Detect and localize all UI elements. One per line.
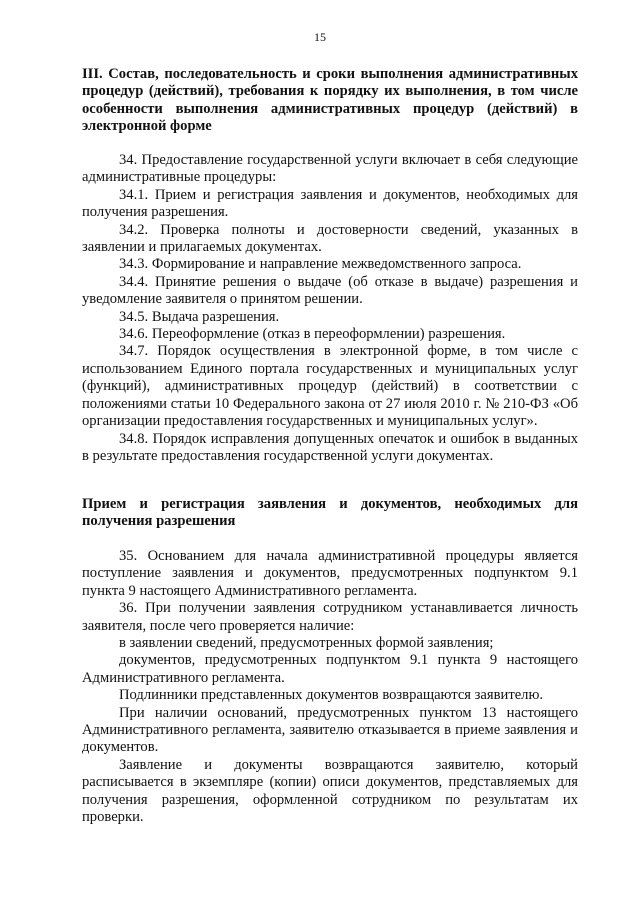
paragraph-34-6: 34.6. Переоформление (отказ в переоформлении) разрешения. (119, 326, 506, 343)
paragraph-34-1: 34.1. Прием и регистрация заявления и документов, необходимых для получения разрешения. (82, 186, 578, 221)
paragraph-36-item-2: документов, предусмотренных подпунктом 9.1 пункта 9 настоящего Административного регламента. (82, 652, 578, 686)
section-heading-3: III. Состав, последовательность и сроки выполнения административных процедур (действий), требования к порядку их выполнения, в том числе особенности выполнения административных процедур (действий) в электронной форме (82, 66, 578, 135)
paragraph-documents-returned: Заявление и документы возвращаются заявителю, который расписывается в экземпляре (копии) описи документов, представляемых для получения разрешения, оформленной сотрудником по результатам их проверки. (82, 756, 578, 826)
paragraph-originals-returned: Подлинники представленных документов возвращаются заявителю. (119, 687, 544, 704)
paragraph-34-8: 34.8. Порядок исправления допущенных опечаток и ошибок в выданных в результате предоставления государственной услуги документах. (82, 430, 578, 464)
procedures-list (82, 152, 578, 465)
paragraph-refusal-grounds: При наличии оснований, предусмотренных пунктом 13 настоящего Административного регламента, заявителю отказывается в приеме заявления и документов. (82, 704, 578, 756)
page-number: 15 (314, 30, 326, 44)
paragraph-36-item-1: в заявлении сведений, предусмотренных формой заявления; (119, 635, 494, 652)
subsection-heading-reception: Прием и регистрация заявления и документов, необходимых для получения разрешения (82, 496, 578, 530)
paragraph-34-3: 34.3. Формирование и направление межведомственного запроса. (119, 256, 522, 273)
paragraph-34: 34. Предоставление государственной услуги включает в себя следующие административные процедуры: (82, 152, 578, 186)
paragraph-34-7: 34.7. Порядок осуществления в электронной форме, в том числе с использованием Единого портала государственных и муниципальных услуг (функций), административных процедур (действий) в соответствии с положениями статьи 10 Федерального закона от 27 июля 2010 г. № 210-ФЗ «Об организации предоставления государственных и муниципальных услуг». (82, 343, 578, 430)
paragraph-34-4: 34.4. Принятие решения о выдаче (об отказе в выдаче) разрешения и уведомление заявителя о принятом решении. (82, 273, 578, 308)
reception-procedure-text (82, 548, 578, 827)
paragraph-34-2: 34.2. Проверка полноты и достоверности сведений, указанных в заявлении и прилагаемых документах. (82, 221, 578, 256)
paragraph-34-5: 34.5. Выдача разрешения. (119, 308, 280, 325)
paragraph-35: 35. Основанием для начала административной процедуры является поступление заявления и документов, предусмотренных подпунктом 9.1 пункта 9 настоящего Административного регламента. (82, 548, 578, 599)
paragraph-36: 36. При получении заявления сотрудником устанавливается личность заявителя, после чего проверяется наличие: (82, 600, 578, 634)
